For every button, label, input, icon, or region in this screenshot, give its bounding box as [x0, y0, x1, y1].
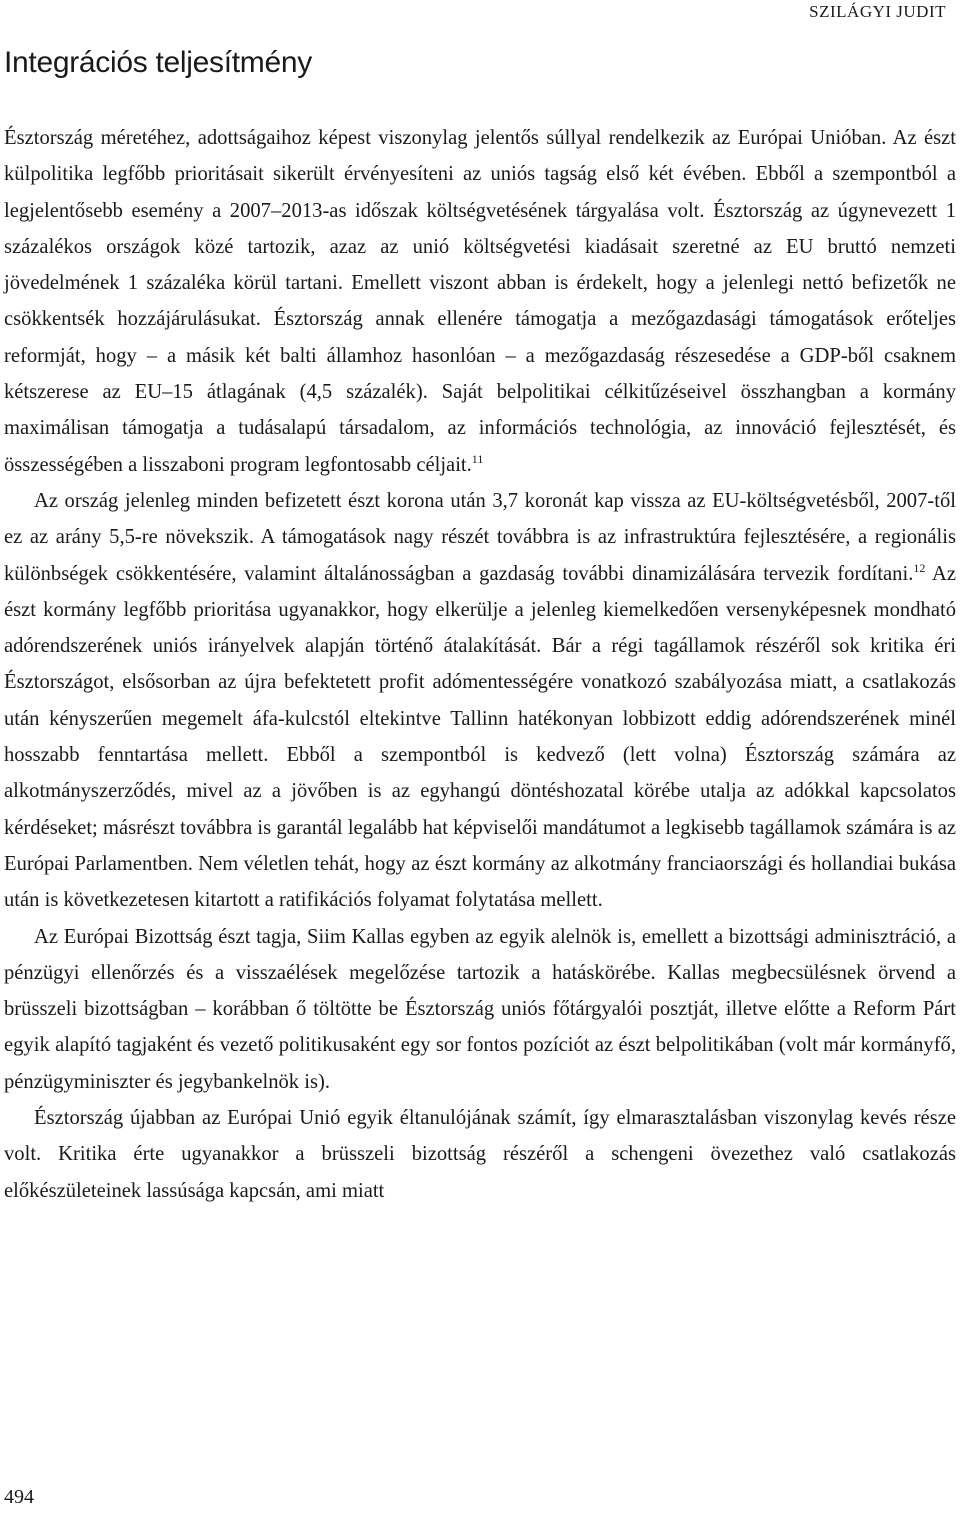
paragraph-1 — [4, 120, 956, 483]
footnote-ref-12[interactable]: 12 — [913, 560, 926, 575]
paragraph-2-text-b: Az észt kormány legfőbb prioritása ugyanakkor, hogy elkerülje a jelenleg kiemelkedően versenyképesnek mondható adórendszerének uniós irányelvek alapján történő átalakítását. Bár a régi tagállamok részéről sok kritika éri Észtországot, elsősorban az újra befektetett profit adómentességére vonatkozó szabályozása miatt, a csatlakozás után kényszerűen megemelt áfa-kulcstól eltekintve Tallinn hatékonyan lobbizott eddig adórendszerének minél hosszabb fenntartása mellett. Ebből a szempontból is kedvező (lett volna) Észtország számára az alkotmányszerződés, mivel az a jövőben is az egyhangú döntéshozatal körébe utalja az adókkal kapcsolatos kérdéseket; másrészt továbbra is garantál legalább hat képviselői mandátumot a legkisebb tagállamok számára is az Európai Parlamentben. Nem véletlen tehát, hogy az észt kormány az alkotmány franciaországi és hollandiai bukása után is következetesen kitartott a ratifikációs folyamat folytatása mellett. — [4, 562, 957, 912]
section-title: Integrációs teljesítmény — [4, 46, 312, 79]
footnote-ref-11[interactable]: 11 — [471, 451, 484, 466]
paragraph-2-text-a: Az ország jelenleg minden befizetett észt korona után 3,7 koronát kap vissza az EU-költségvetésből, 2007-től ez az arány 5,5-re növekszik. A támogatások nagy részét továbbra is az infrastruktúra fejlesztésére, a regionális különbségek csökkentésére, valamint általánosságban a gazdaság további dinamizálására tervezik fordítani. — [4, 489, 956, 585]
paragraph-3 — [4, 919, 956, 1100]
paragraph-2 — [4, 483, 956, 919]
paragraph-3-text: Az Európai Bizottság észt tagja, Siim Kallas egyben az egyik alelnök is, emellett a bizottsági adminisztráció, a pénzügyi ellenőrzés és a visszaélések megelőzése tartozik a hatáskörébe. Kallas megbecsülésnek örvend a brüsszeli bizottságban – korábban ő töltötte be Észtország uniós főtárgyalói posztját, illetve előtte a Reform Párt egyik alapító tagjaként és vezető politikusaként egy sor fontos pozíciót az észt belpolitikában (volt már kormányfő, pénzügyminiszter és jegybankelnök is). — [4, 925, 956, 1093]
paragraph-1-text: Észtország méretéhez, adottságaihoz képest viszonylag jelentős súllyal rendelkezik az Európai Unióban. Az észt külpolitika legfőbb prioritásait sikerült érvényesíteni az uniós tagság első két évében. Ebből a szempontból a legjelentősebb esemény a 2007–2013-as időszak költségvetésének tárgyalása volt. Észtország az úgynevezett 1 százalékos országok közé tartozik, azaz az unió költségvetési kiadásait szeretné az EU bruttó nemzeti jövedelmének 1 százaléka körül tartani. Emellett viszont abban is érdekelt, hogy a jelenlegi nettó befizetők ne csökkentsék hozzájárulásukat. Észtország annak ellenére támogatja a mezőgazdasági támogatások erőteljes reformját, hogy – a másik két balti államhoz hasonlóan – a mezőgazdaság részesedése a GDP-ből csaknem kétszerese az EU–15 átlagának (4,5 százalék). Saját belpolitikai célkitűzéseivel összhangban a kormány maximálisan támogatja a tudásalapú társadalom, az információs technológia, az innováció fejlesztését, és összességében a lisszaboni program legfontosabb céljait. — [4, 127, 956, 476]
paragraph-4-text: Észtország újabban az Európai Unió egyik éltanulójának számít, így elmarasztalásban viszonylag kevés része volt. Kritika érte ugyanakkor a brüsszeli bizottság részéről a schengeni övezethez való csatlakozás előkészületeinek lassúsága kapcsán, ami miatt — [4, 1107, 956, 1202]
body-text — [4, 120, 956, 1209]
running-head-author: SZILÁGYI JUDIT — [809, 2, 946, 21]
paragraph-4 — [4, 1100, 956, 1209]
page-number: 494 — [4, 1486, 34, 1508]
